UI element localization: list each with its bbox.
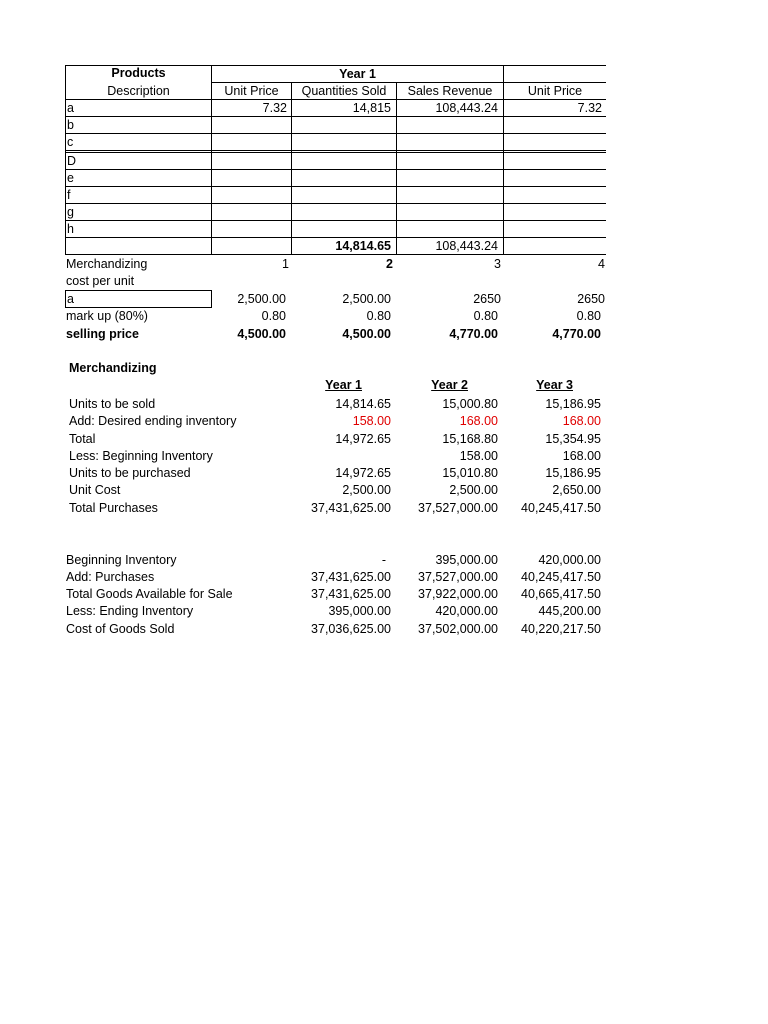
merch-label: Merchandizing bbox=[66, 257, 148, 271]
row-a-value: 2650 bbox=[473, 292, 501, 306]
selling-price-value: 4,770.00 bbox=[449, 327, 498, 341]
row-value-highlight: 168.00 bbox=[459, 414, 498, 428]
table-row-desc: h bbox=[67, 222, 74, 236]
year-header: Year 1 bbox=[325, 378, 362, 392]
col-header-description: Description bbox=[107, 84, 170, 98]
merch-number: 3 bbox=[494, 257, 501, 271]
row-value: 37,527,000.00 bbox=[418, 501, 498, 515]
row-value: 15,354.95 bbox=[545, 432, 601, 446]
grid-line bbox=[65, 133, 606, 134]
row-value: - bbox=[381, 553, 386, 567]
row-value: 420,000.00 bbox=[538, 553, 601, 567]
grid-line bbox=[65, 169, 606, 170]
row-value: 15,168.80 bbox=[442, 432, 498, 446]
markup-value: 0.80 bbox=[261, 309, 286, 323]
grid-line bbox=[65, 186, 606, 187]
row-label: Unit Cost bbox=[69, 483, 121, 497]
row-label: Total Goods Available for Sale bbox=[66, 587, 233, 601]
row-label: Beginning Inventory bbox=[66, 553, 177, 567]
col-header-unit-price: Unit Price bbox=[224, 84, 279, 98]
row-label: Less: Ending Inventory bbox=[66, 604, 194, 618]
markup-label: mark up (80%) bbox=[66, 309, 148, 323]
row-label: Cost of Goods Sold bbox=[66, 622, 175, 636]
row-label: Units to be sold bbox=[69, 397, 156, 411]
row-value: 37,431,625.00 bbox=[311, 501, 391, 515]
row-label: Total bbox=[69, 432, 96, 446]
merch-number: 2 bbox=[386, 257, 393, 271]
row-value: 15,186.95 bbox=[545, 397, 601, 411]
row-value: 14,814.65 bbox=[335, 397, 391, 411]
row-value: 37,502,000.00 bbox=[418, 622, 498, 636]
section-title: Merchandizing bbox=[69, 361, 157, 375]
row-value: 14,972.65 bbox=[335, 466, 391, 480]
markup-value: 0.80 bbox=[576, 309, 601, 323]
merch-number: 4 bbox=[598, 257, 605, 271]
row-value: 40,245,417.50 bbox=[521, 570, 601, 584]
row-value: 15,010.80 bbox=[442, 466, 498, 480]
row-value: 15,000.80 bbox=[442, 397, 498, 411]
row-value: 37,431,625.00 bbox=[311, 570, 391, 584]
row-label: Units to be purchased bbox=[69, 466, 191, 480]
table-cell-unit-price: 7.32 bbox=[262, 101, 287, 115]
table-row-desc: e bbox=[67, 171, 74, 185]
row-value: 40,665,417.50 bbox=[521, 587, 601, 601]
row-value: 15,186.95 bbox=[545, 466, 601, 480]
table-row-desc: g bbox=[67, 205, 74, 219]
row-label: Total Purchases bbox=[69, 501, 158, 515]
col-header-quantities-sold: Quantities Sold bbox=[301, 84, 387, 98]
row-value: 2,500.00 bbox=[449, 483, 498, 497]
row-a-label: a bbox=[67, 292, 74, 306]
year-header: Year 2 bbox=[431, 378, 468, 392]
row-label: Less: Beginning Inventory bbox=[69, 449, 213, 463]
row-value: 40,245,417.50 bbox=[521, 501, 601, 515]
row-value: 37,527,000.00 bbox=[418, 570, 498, 584]
total-revenue: 108,443.24 bbox=[435, 239, 498, 253]
row-label: Add: Purchases bbox=[66, 570, 155, 584]
row-value: 37,922,000.00 bbox=[418, 587, 498, 601]
row-value: 37,036,625.00 bbox=[311, 622, 391, 636]
table-row-desc: b bbox=[67, 118, 74, 132]
table-row-desc: c bbox=[67, 135, 74, 149]
col-header-sales-revenue: Sales Revenue bbox=[407, 84, 493, 98]
cost-per-unit-label: cost per unit bbox=[66, 274, 135, 288]
row-value: 2,500.00 bbox=[342, 483, 391, 497]
year-header: Year 3 bbox=[536, 378, 573, 392]
row-value: 40,220,217.50 bbox=[521, 622, 601, 636]
merch-number: 1 bbox=[282, 257, 289, 271]
row-a-value: 2,500.00 bbox=[342, 292, 391, 306]
row-a-box bbox=[65, 290, 212, 308]
markup-value: 0.80 bbox=[366, 309, 391, 323]
table-row-desc: f bbox=[67, 188, 71, 202]
row-value: 395,000.00 bbox=[435, 553, 498, 567]
row-a-value: 2,500.00 bbox=[237, 292, 286, 306]
row-value-highlight: 158.00 bbox=[352, 414, 391, 428]
row-value: 168.00 bbox=[562, 449, 601, 463]
selling-price-label: selling price bbox=[66, 327, 139, 341]
grid-line bbox=[65, 254, 606, 255]
table-row-desc: D bbox=[67, 154, 77, 168]
selling-price-value: 4,500.00 bbox=[237, 327, 286, 341]
row-value: 37,431,625.00 bbox=[311, 587, 391, 601]
row-value: 2,650.00 bbox=[552, 483, 601, 497]
row-value bbox=[292, 448, 391, 464]
table-row-desc: a bbox=[67, 101, 74, 115]
header-year-1: Year 1 bbox=[339, 67, 376, 81]
col-header-unit-price-2: Unit Price bbox=[527, 84, 583, 98]
grid-line bbox=[65, 220, 606, 221]
row-a-value: 2650 bbox=[577, 292, 605, 306]
row-value: 158.00 bbox=[459, 449, 498, 463]
selling-price-value: 4,770.00 bbox=[552, 327, 601, 341]
row-value: 14,972.65 bbox=[335, 432, 391, 446]
table-cell-qty: 14,815 bbox=[352, 101, 391, 115]
selling-price-value: 4,500.00 bbox=[342, 327, 391, 341]
header-products: Products bbox=[111, 66, 166, 80]
grid-line bbox=[65, 116, 606, 117]
markup-value: 0.80 bbox=[473, 309, 498, 323]
row-value: 395,000.00 bbox=[328, 604, 391, 618]
row-value: 445,200.00 bbox=[538, 604, 601, 618]
grid-line bbox=[65, 152, 606, 153]
grid-line bbox=[65, 150, 606, 151]
table-cell-unit-price-2: 7.32 bbox=[577, 101, 602, 115]
grid-line bbox=[65, 203, 606, 204]
row-value: 420,000.00 bbox=[435, 604, 498, 618]
total-qty: 14,814.65 bbox=[335, 239, 391, 253]
row-value-highlight: 168.00 bbox=[562, 414, 601, 428]
row-label: Add: Desired ending inventory bbox=[69, 414, 237, 428]
table-cell-revenue: 108,443.24 bbox=[435, 101, 498, 115]
